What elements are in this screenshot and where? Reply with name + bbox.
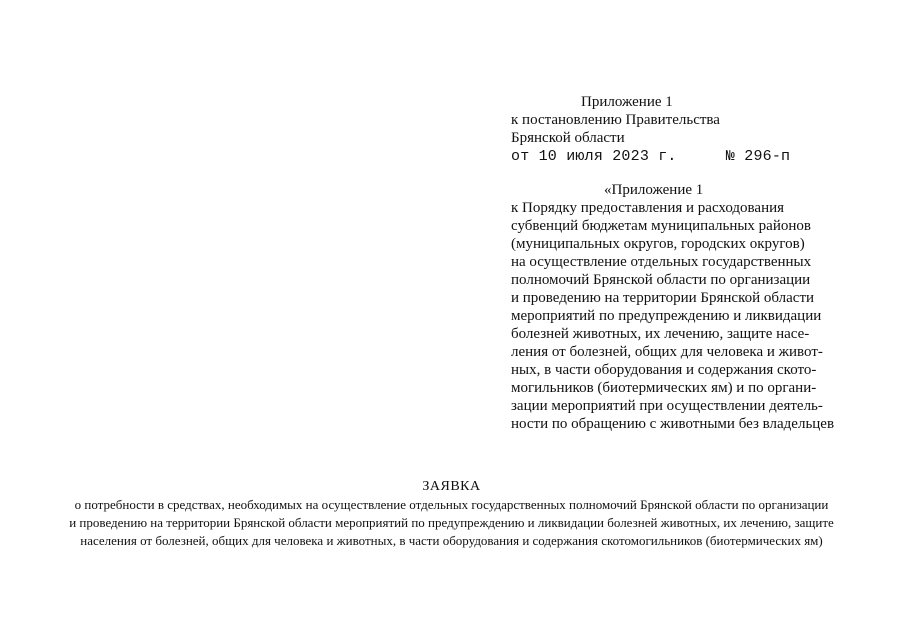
- appendix-1-date-line: [511, 148, 790, 166]
- appendix-order-line: ности по обращению с животными без владельцев: [511, 416, 835, 432]
- request-subtitle-line: и проведению на территории Брянской области мероприятий по предупреждению и ликвидации болезней животных, их лечению, защите: [69, 515, 834, 530]
- appendix-order-header: [511, 181, 834, 433]
- appendix-1-title: Приложение 1: [581, 94, 673, 110]
- appendix-order-line: полномочий Брянской области по организации: [511, 272, 811, 288]
- appendix-order-line: мероприятий по предупреждению и ликвидации: [511, 308, 822, 324]
- appendix-order-line: на осуществление отдельных государственных: [511, 254, 812, 270]
- appendix-order-line: субвенций бюджетам муниципальных районов: [511, 218, 811, 234]
- request-section: [0, 478, 903, 550]
- appendix-order-line: могильников (биотермических ям) и по органи-: [511, 380, 817, 396]
- appendix-order-line: к Порядку предоставления и расходования: [511, 200, 785, 216]
- request-subtitle-line: о потребности в средствах, необходимых на осуществление отдельных государственных полномочий Брянской области по организации: [74, 497, 829, 512]
- date-value: 10 июля 2023 г.: [538, 148, 677, 165]
- request-subtitle-line: населения от болезней, общих для человека и животных, в части оборудования и содержания скотомогильников (биотермических ям): [80, 533, 823, 548]
- appendix-order-line: ления от болезней, общих для человека и живот-: [511, 344, 823, 360]
- date-prefix: от: [511, 148, 530, 165]
- appendix-1-header: [511, 93, 790, 166]
- appendix-order-line: зации мероприятий при осуществлении деятель-: [511, 398, 823, 414]
- appendix-order-line: болезней животных, их лечению, защите насе-: [511, 326, 810, 342]
- appendix-order-line: «Приложение 1: [604, 182, 704, 198]
- appendix-order-line: ных, в части оборудования и содержания ското-: [511, 362, 817, 378]
- appendix-order-line: (муниципальных округов, городских округов): [511, 236, 805, 252]
- appendix-1-resolution-line: к постановлению Правительства: [511, 112, 720, 128]
- request-title: ЗАЯВКА: [422, 479, 481, 494]
- document-number: № 296-п: [725, 148, 791, 165]
- appendix-order-line: и проведению на территории Брянской области: [511, 290, 815, 306]
- appendix-1-region-line: Брянской области: [511, 130, 625, 146]
